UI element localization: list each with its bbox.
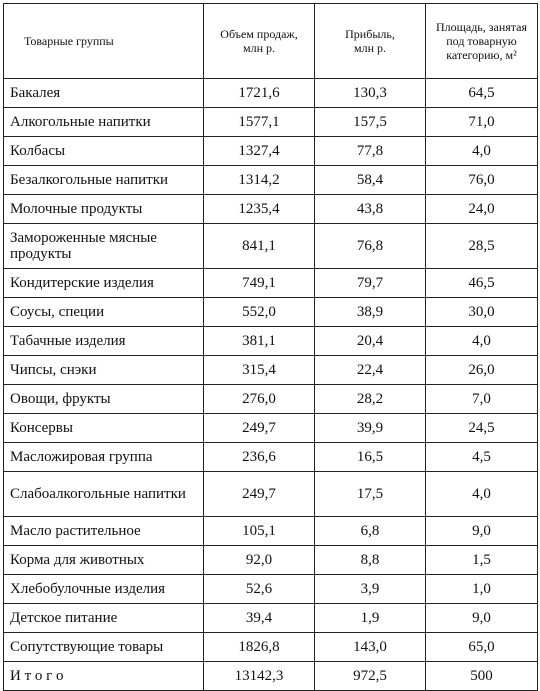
sales-cell: 249,7 [204, 414, 315, 443]
product-group-cell: Слабоалкогольные напитки [4, 472, 204, 517]
product-group-cell: И т о г о [4, 662, 204, 691]
product-group-cell: Хлебобулочные изделия [4, 575, 204, 604]
table-row [4, 166, 538, 195]
sales-cell: 1721,6 [204, 79, 315, 108]
profit-cell: 28,2 [315, 385, 426, 414]
area-cell: 71,0 [426, 108, 538, 137]
area-cell: 46,5 [426, 269, 538, 298]
table-row [4, 443, 538, 472]
product-group-cell: Масло растительное [4, 517, 204, 546]
area-cell: 1,0 [426, 575, 538, 604]
table-row [4, 662, 538, 691]
header-row [4, 4, 538, 79]
area-cell: 1,5 [426, 546, 538, 575]
sales-cell: 1314,2 [204, 166, 315, 195]
table-row [4, 79, 538, 108]
sales-cell: 249,7 [204, 472, 315, 517]
profit-cell: 39,9 [315, 414, 426, 443]
table-row [4, 195, 538, 224]
profit-cell: 58,4 [315, 166, 426, 195]
header-product-groups: Товарные группы [4, 4, 204, 79]
sales-cell: 381,1 [204, 327, 315, 356]
header-sales-volume-label: Объем продаж, млн р. [220, 27, 298, 55]
area-cell: 26,0 [426, 356, 538, 385]
table-row [4, 546, 538, 575]
profit-cell: 20,4 [315, 327, 426, 356]
product-group-cell: Колбасы [4, 137, 204, 166]
sales-cell: 13142,3 [204, 662, 315, 691]
product-group-cell: Бакалея [4, 79, 204, 108]
profit-cell: 22,4 [315, 356, 426, 385]
sales-cell: 1826,8 [204, 633, 315, 662]
product-group-cell: Молочные продукты [4, 195, 204, 224]
profit-cell: 43,8 [315, 195, 426, 224]
table-row [4, 472, 538, 517]
product-group-cell: Алкогольные напитки [4, 108, 204, 137]
header-profit [315, 4, 426, 79]
sales-cell: 39,4 [204, 604, 315, 633]
profit-cell: 972,5 [315, 662, 426, 691]
header-sales-volume [204, 4, 315, 79]
profit-cell: 76,8 [315, 224, 426, 269]
area-cell: 28,5 [426, 224, 538, 269]
area-cell: 24,0 [426, 195, 538, 224]
product-group-cell: Консервы [4, 414, 204, 443]
table-row [4, 137, 538, 166]
product-group-cell: Детское питание [4, 604, 204, 633]
table-row [4, 269, 538, 298]
header-area-label: Площадь, занятая под товарную категорию, м² [435, 20, 528, 62]
area-cell: 30,0 [426, 298, 538, 327]
area-cell: 4,0 [426, 137, 538, 166]
sales-cell: 92,0 [204, 546, 315, 575]
profit-cell: 38,9 [315, 298, 426, 327]
product-group-cell: Овощи, фрукты [4, 385, 204, 414]
area-cell: 500 [426, 662, 538, 691]
sales-cell: 841,1 [204, 224, 315, 269]
area-cell: 4,0 [426, 327, 538, 356]
sales-cell: 105,1 [204, 517, 315, 546]
table-body [4, 79, 538, 691]
table-row [4, 575, 538, 604]
area-cell: 64,5 [426, 79, 538, 108]
header-area [426, 4, 538, 79]
header-profit-label: Прибыль, млн р. [345, 27, 395, 55]
sales-cell: 315,4 [204, 356, 315, 385]
sales-cell: 1577,1 [204, 108, 315, 137]
table-row [4, 517, 538, 546]
profit-cell: 1,9 [315, 604, 426, 633]
sales-cell: 236,6 [204, 443, 315, 472]
profit-cell: 3,9 [315, 575, 426, 604]
table-row [4, 327, 538, 356]
table-row [4, 633, 538, 662]
profit-cell: 17,5 [315, 472, 426, 517]
profit-cell: 16,5 [315, 443, 426, 472]
product-group-cell: Корма для животных [4, 546, 204, 575]
product-group-cell: Соусы, специи [4, 298, 204, 327]
table-row [4, 604, 538, 633]
product-group-cell: Сопутствующие товары [4, 633, 204, 662]
profit-cell: 8,8 [315, 546, 426, 575]
profit-cell: 79,7 [315, 269, 426, 298]
sales-cell: 552,0 [204, 298, 315, 327]
profit-cell: 6,8 [315, 517, 426, 546]
profit-cell: 77,8 [315, 137, 426, 166]
product-group-cell: Чипсы, снэки [4, 356, 204, 385]
area-cell: 4,5 [426, 443, 538, 472]
product-group-cell: Замороженные мясные продукты [4, 224, 204, 269]
product-group-cell: Безалкогольные напитки [4, 166, 204, 195]
sales-cell: 1235,4 [204, 195, 315, 224]
area-cell: 7,0 [426, 385, 538, 414]
product-group-cell: Табачные изделия [4, 327, 204, 356]
table-row [4, 414, 538, 443]
area-cell: 24,5 [426, 414, 538, 443]
data-table [3, 3, 538, 691]
area-cell: 9,0 [426, 517, 538, 546]
sales-cell: 749,1 [204, 269, 315, 298]
sales-cell: 1327,4 [204, 137, 315, 166]
product-group-cell: Кондитерские изделия [4, 269, 204, 298]
table-row [4, 108, 538, 137]
area-cell: 4,0 [426, 472, 538, 517]
area-cell: 9,0 [426, 604, 538, 633]
area-cell: 65,0 [426, 633, 538, 662]
table-row [4, 298, 538, 327]
table-row [4, 356, 538, 385]
sales-cell: 52,6 [204, 575, 315, 604]
profit-cell: 143,0 [315, 633, 426, 662]
profit-cell: 130,3 [315, 79, 426, 108]
product-group-cell: Масложировая группа [4, 443, 204, 472]
table-row [4, 224, 538, 269]
table-row [4, 385, 538, 414]
sales-cell: 276,0 [204, 385, 315, 414]
area-cell: 76,0 [426, 166, 538, 195]
profit-cell: 157,5 [315, 108, 426, 137]
